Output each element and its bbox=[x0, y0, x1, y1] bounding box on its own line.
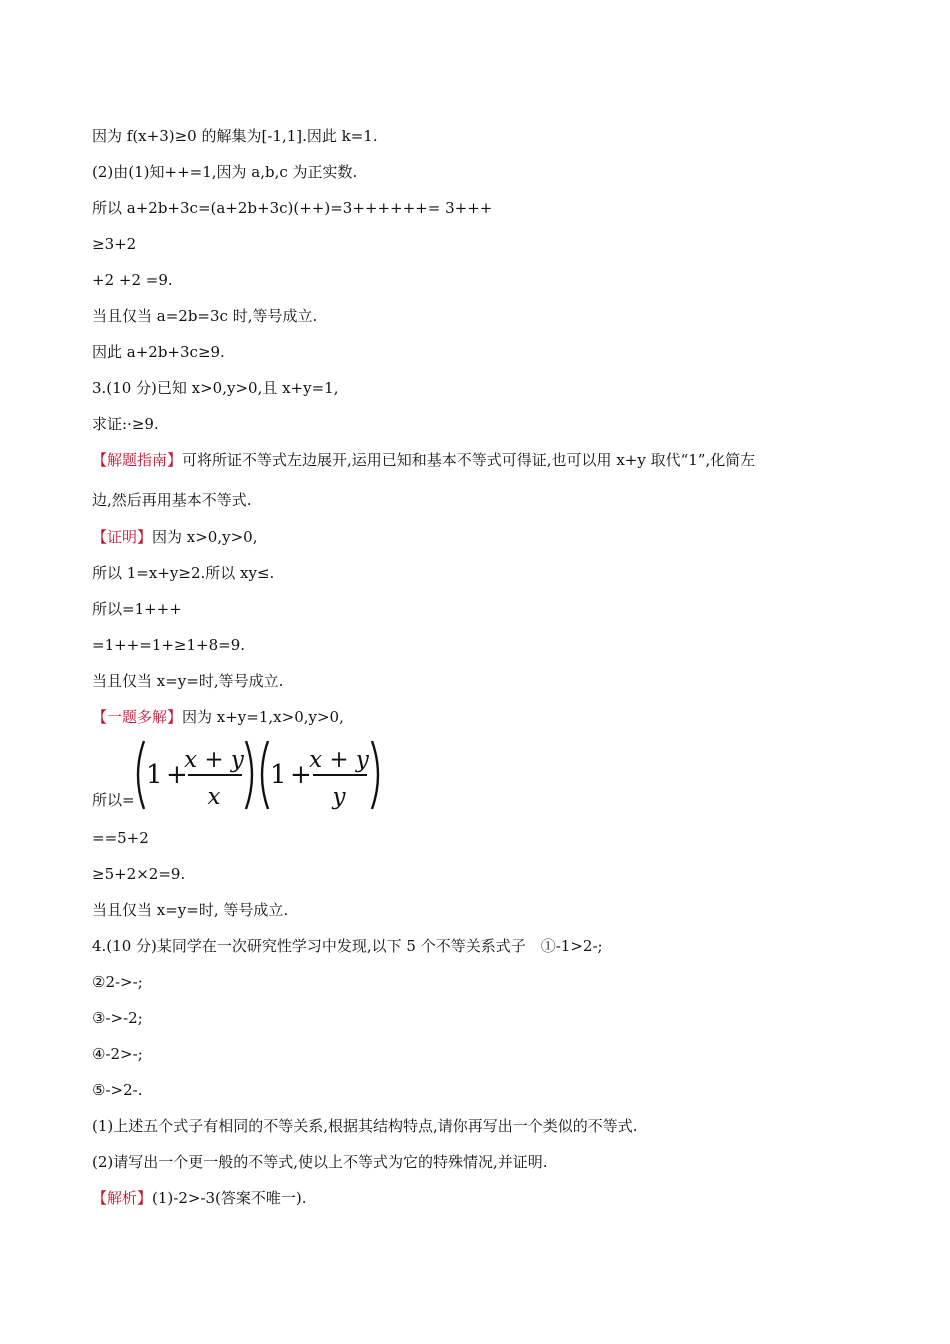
multi-solution-text: 因为 x+y=1,x>0,y>0, bbox=[182, 708, 344, 726]
formula-numerator-a: x + y bbox=[184, 747, 244, 773]
formula-denominator-b: y bbox=[332, 784, 346, 810]
text-line: 因为 f(x+3)≥0 的解集为[-1,1].因此 k=1. bbox=[92, 127, 378, 145]
text-line: 求证:·≥9. bbox=[92, 415, 159, 433]
text-line: 所以=1+++ bbox=[92, 600, 182, 618]
formula-plus-b: + bbox=[290, 760, 312, 790]
guide-line bbox=[92, 450, 755, 470]
guide-text: 可将所证不等式左边展开,运用已知和基本不等式可得证,也可以用 x+y 取代“1”,化简左 bbox=[182, 451, 756, 469]
text-line: +2 +2 =9. bbox=[92, 271, 173, 289]
text-line: ≥5+2×2=9. bbox=[92, 865, 186, 883]
text-line: 当且仅当 a=2b=3c 时,等号成立. bbox=[92, 307, 318, 325]
formula-numerator-b: x + y bbox=[309, 747, 369, 773]
proof-line bbox=[92, 527, 257, 547]
text-line: (2)请写出一个更一般的不等式,使以上不等式为它的特殊情况,并证明. bbox=[92, 1153, 548, 1171]
text-line: ⑤->2-. bbox=[92, 1081, 143, 1099]
analysis-text: (1)-2>-3(答案不唯一). bbox=[152, 1189, 307, 1207]
text-line: ④-2>-; bbox=[92, 1045, 143, 1063]
text-line: 所以 a+2b+3c=(a+2b+3c)(++)=3++++++= 3+++ bbox=[92, 199, 493, 217]
text-line: 所以 1=x+y≥2.所以 xy≤. bbox=[92, 564, 275, 582]
text-line: ==5+2 bbox=[92, 829, 149, 847]
formula-plus-a: + bbox=[166, 760, 188, 790]
text-line: 所以= bbox=[92, 791, 135, 809]
text-line: 当且仅当 x=y=时,等号成立. bbox=[92, 672, 284, 690]
proof-tag: 【证明】 bbox=[92, 528, 153, 546]
proof-text: 因为 x>0,y>0, bbox=[152, 528, 258, 546]
text-line: (1)上述五个式子有相同的不等关系,根据其结构特点,请你再写出一个类似的不等式. bbox=[92, 1117, 638, 1135]
analysis-tag: 【解析】 bbox=[92, 1189, 153, 1207]
text-line: 因此 a+2b+3c≥9. bbox=[92, 343, 225, 361]
guide-tag: 【解题指南】 bbox=[92, 451, 183, 469]
multi-solution-line bbox=[92, 707, 344, 727]
text-line: (2)由(1)知++=1,因为 a,b,c 为正实数. bbox=[92, 163, 358, 181]
text-line: 边,然后再用基本不等式. bbox=[92, 491, 252, 509]
problem-4-heading: 4.(10 分)某同学在一次研究性学习中发现,以下 5 个不等关系式子 ①-1>2-; bbox=[92, 937, 603, 955]
text-line: =1++=1+≥1+8=9. bbox=[92, 636, 246, 654]
text-line: ②2->-; bbox=[92, 973, 143, 991]
formula-denominator-a: x bbox=[207, 784, 221, 810]
text-line: 当且仅当 x=y=时, 等号成立. bbox=[92, 901, 289, 919]
analysis-line bbox=[92, 1188, 307, 1208]
text-line: ≥3+2 bbox=[92, 235, 137, 253]
text-line: ③->-2; bbox=[92, 1009, 143, 1027]
formula-one-a: 1 bbox=[146, 760, 163, 790]
multi-solution-tag: 【一题多解】 bbox=[92, 708, 183, 726]
formula-one-b: 1 bbox=[270, 760, 287, 790]
formula-image bbox=[132, 737, 392, 813]
problem-3-heading: 3.(10 分)已知 x>0,y>0,且 x+y=1, bbox=[92, 379, 339, 397]
